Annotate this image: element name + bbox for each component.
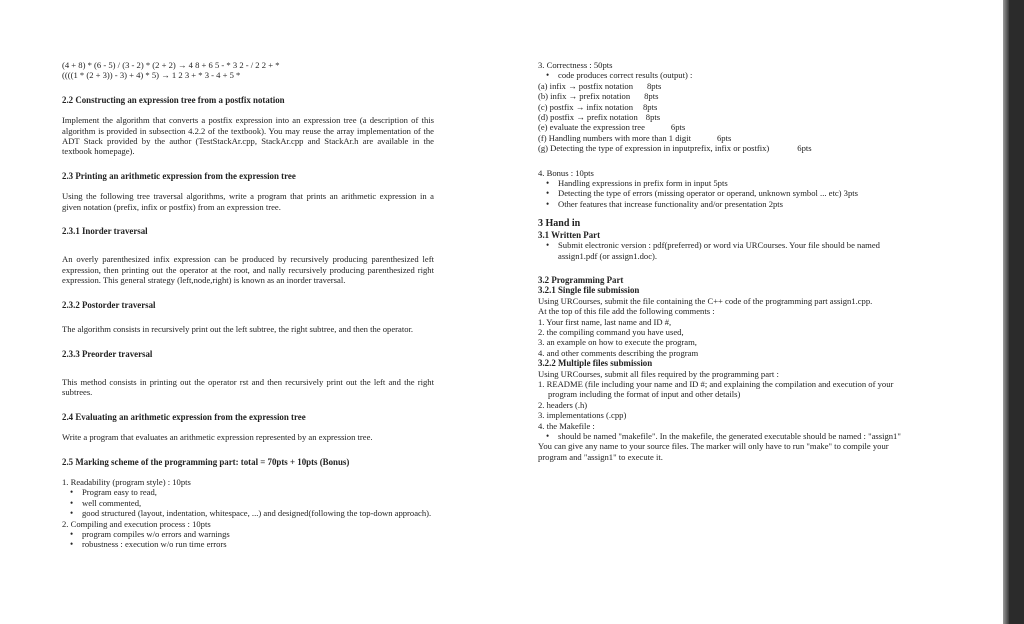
section-2-3-3-title: 2.3.3 Preorder traversal	[62, 348, 153, 359]
multiple-files-headers: 2. headers (.h)	[538, 399, 588, 410]
multiple-files-outro: You can give any name to your source files. The marker will only have to run "make" to compile your program and "assign1" to execute it.	[538, 441, 889, 462]
correctness-item: (a) infix → postfix notation 8pts	[538, 80, 662, 91]
section-3-title: 3 Hand in	[538, 218, 581, 230]
section-2-4-title: 2.4 Evaluating an arithmetic expression from the expression tree	[62, 411, 306, 422]
marking-readability: 1. Readability (program style) : 10pts	[62, 476, 191, 487]
single-file-line: 3. an example on how to execute the program,	[538, 337, 697, 348]
section-3-2-1-title: 3.2.1 Single file submission	[538, 285, 640, 296]
expression-example-2: ((((1 * (2 + 3)) - 3) + 4) * 5) → 1 2 3 + * 3 - 4 + 5 *	[62, 70, 241, 81]
multiple-files-readme: 1. README (file including your name and ID #; and explaining the compilation and execution of your program including the format of input and other details)	[538, 378, 894, 400]
correctness-item: (b) infix → prefix notation 8pts	[538, 91, 659, 102]
compiling-list	[62, 529, 434, 550]
single-file-line: 1. Your first name, last name and ID #,	[538, 316, 672, 327]
list-item: • good structured (layout, indentation, whitespace, ...) and designed(following the top-down approach).	[82, 508, 434, 518]
list-item: • robustness : execution w/o run time errors	[82, 539, 434, 549]
list-item: • Detecting the type of errors (missing operator or operand, unknown symbol ... etc) 3pts	[558, 188, 910, 198]
readability-list	[62, 487, 434, 518]
single-file-line: 2. the compiling command you have used,	[538, 326, 684, 337]
multiple-files-intro: Using URCourses, submit all files required by the programming part :	[538, 368, 779, 379]
viewer-background	[1009, 0, 1024, 624]
section-3-2-2-title: 3.2.2 Multiple files submission	[538, 358, 653, 369]
makefile-list	[538, 431, 910, 441]
section-3-2-title: 3.2 Programming Part	[538, 274, 624, 285]
section-2-3-1-body: An overly parenthesized infix expression can be produced by recursively producing parenthesized left expression, then printing out the operator at the root, and nally recursively producing parenthesized right expression. This general strategy (left,node,right) is known as an inorder traversal.	[62, 254, 434, 286]
single-file-line: At the top of this file add the following comments :	[538, 306, 715, 317]
expression-example-1: (4 + 8) * (6 - 5) / (3 - 2) * (2 + 2) → 4 8 + 6 5 - * 3 2 - / 2 2 + *	[62, 60, 280, 70]
multiple-files-implementations: 3. implementations (.cpp)	[538, 410, 627, 421]
correctness-list	[538, 70, 910, 80]
list-item: • Submit electronic version : pdf(preferred) or word via URCourses. Your file should be named assign1.pdf (or assign1.doc).	[558, 240, 910, 261]
correctness-heading: 3. Correctness : 50pts	[538, 60, 613, 70]
correctness-item: (d) postfix → prefix notation 8pts	[538, 112, 661, 123]
bonus-heading: 4. Bonus : 10pts	[538, 167, 594, 178]
single-file-line: 4. and other comments describing the program	[538, 347, 699, 358]
written-part-list	[538, 240, 910, 261]
left-column	[62, 60, 434, 550]
section-3-1-title: 3.1 Written Part	[538, 229, 601, 240]
section-2-2-body: Implement the algorithm that converts a postfix expression into an expression tree (a description of this algorithm is provided in subsection 4.2.2 of the textbook). You may reuse the array implementation of the ADT Stack provided by the author (TestStackAr.cpp, StackAr.cpp and StackAr.h are available in the textbook homepage).	[62, 115, 434, 157]
section-2-3-3-body: This method consists in printing out the operator rst and then recursively print out the left and the right subtrees.	[62, 376, 434, 398]
list-item: • code produces correct results (output) :	[558, 70, 910, 80]
bonus-list	[538, 178, 910, 209]
marking-compiling: 2. Compiling and execution process : 10pts	[62, 518, 211, 529]
section-2-3-title: 2.3 Printing an arithmetic expression from the expression tree	[62, 170, 296, 181]
list-item: • Other features that increase functionality and/or presentation 2pts	[558, 199, 910, 209]
list-item: • should be named "makefile". In the makefile, the generated executable should be named : "assign1"	[558, 431, 910, 441]
section-2-3-body: Using the following tree traversal algorithms, write a program that prints an arithmetic expression in a given notation (prefix, infix or postfix) from an expression tree.	[62, 191, 434, 212]
list-item: • well commented,	[82, 498, 434, 508]
single-file-line: Using URCourses, submit the file containing the C++ code of the programming part assign1.cpp.	[538, 295, 873, 306]
section-2-3-2-title: 2.3.2 Postorder traversal	[62, 299, 156, 310]
correctness-item: (f) Handling numbers with more than 1 digit 6pts	[538, 132, 732, 143]
correctness-items	[538, 81, 910, 154]
correctness-item: (e) evaluate the expression tree 6pts	[538, 122, 686, 133]
section-2-3-2-body: The algorithm consists in recursively print out the left subtree, the right subtree, and then the operator.	[62, 324, 414, 335]
list-item: • program compiles w/o errors and warnings	[82, 529, 434, 539]
list-item: • Handling expressions in prefix form in input 5pts	[558, 178, 910, 188]
list-item: • Program easy to read,	[82, 487, 434, 497]
section-2-2-title: 2.2 Constructing an expression tree from a postfix notation	[62, 94, 285, 105]
correctness-item: (g) Detecting the type of expression in inputprefix, infix or postfix) 6pts	[538, 143, 812, 154]
right-column	[538, 60, 910, 462]
section-2-3-1-title: 2.3.1 Inorder traversal	[62, 226, 148, 237]
section-2-5-title: 2.5 Marking scheme of the programming part: total = 70pts + 10pts (Bonus)	[62, 456, 350, 467]
multiple-files-makefile: 4. the Makefile :	[538, 420, 595, 431]
section-2-4-body: Write a program that evaluates an arithmetic expression represented by an expression tree.	[62, 432, 373, 443]
correctness-item: (c) postfix → infix notation 8pts	[538, 101, 658, 112]
